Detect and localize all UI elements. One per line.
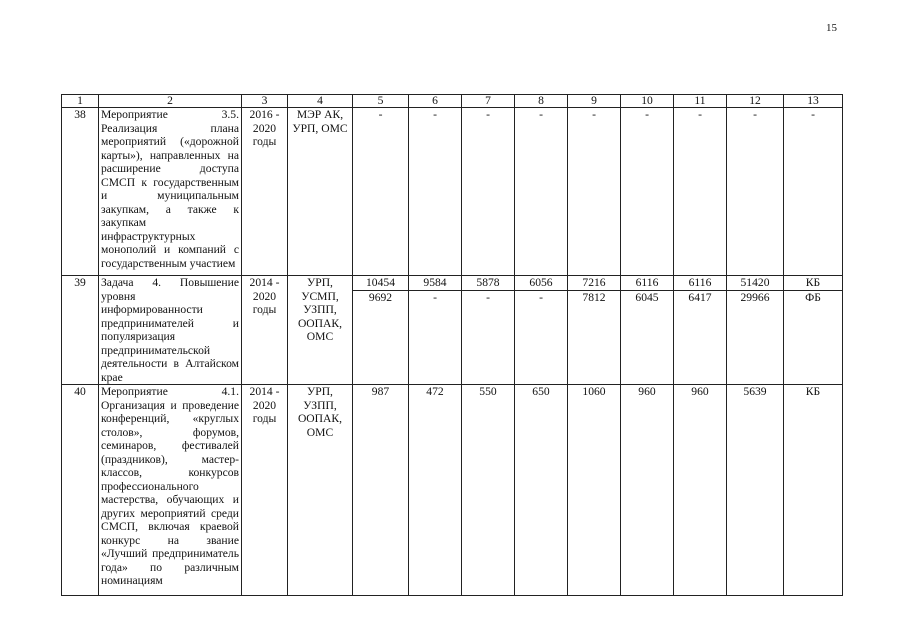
column-header: 2 bbox=[99, 95, 242, 108]
executors-cell: УРП, УЗПП, ООПАК, ОМС bbox=[288, 385, 353, 596]
value-fb: - bbox=[433, 291, 437, 304]
column-header: 11 bbox=[674, 95, 727, 108]
value-kb: 6116 bbox=[621, 276, 673, 291]
column-header: 7 bbox=[462, 95, 515, 108]
value-fb: 9692 bbox=[368, 291, 393, 304]
funding-source-cell: - bbox=[784, 108, 843, 276]
value-cell: 960 bbox=[674, 385, 727, 596]
executors-cell: УРП, УСМП, УЗПП, ООПАК, ОМС bbox=[288, 276, 353, 385]
value-cell bbox=[727, 276, 784, 385]
value-cell: - bbox=[621, 108, 674, 276]
funding-source-cell: КБ bbox=[784, 385, 843, 596]
source-kb: КБ bbox=[784, 276, 842, 291]
source-fb: ФБ bbox=[805, 291, 821, 304]
column-header: 12 bbox=[727, 95, 784, 108]
column-header: 8 bbox=[515, 95, 568, 108]
row-number: 38 bbox=[62, 108, 99, 276]
measure-description: Мероприятие 4.1. Организация и проведение конференций, «круглых столов», форумов, семинаров, фестивалей (праздников), мастер-классов, конкурсов профессионального мастерства, обучающих и других мероприятий среди СМСП, включая краевой конкурс на звание «Лучший предприниматель года» по различным номинациям bbox=[99, 385, 242, 596]
column-header: 9 bbox=[568, 95, 621, 108]
value-cell: - bbox=[674, 108, 727, 276]
value-cell: - bbox=[727, 108, 784, 276]
value-cell bbox=[353, 276, 409, 385]
task-description: Задача 4. Повышение уровня информированности предпринимателей и популяризация предпринимательской деятельности в Алтайском крае bbox=[99, 276, 242, 385]
page-number: 15 bbox=[826, 22, 837, 34]
value-cell bbox=[568, 276, 621, 385]
value-cell: - bbox=[353, 108, 409, 276]
column-header: 13 bbox=[784, 95, 843, 108]
value-cell: 1060 bbox=[568, 385, 621, 596]
value-fb: - bbox=[486, 291, 490, 304]
value-cell: 987 bbox=[353, 385, 409, 596]
value-cell: - bbox=[462, 108, 515, 276]
value-cell bbox=[409, 276, 462, 385]
value-cell: 960 bbox=[621, 385, 674, 596]
column-header: 6 bbox=[409, 95, 462, 108]
value-cell: - bbox=[515, 108, 568, 276]
period-cell: 2014 - 2020 годы bbox=[242, 276, 288, 385]
value-cell: 472 bbox=[409, 385, 462, 596]
value-fb: 29966 bbox=[740, 291, 770, 304]
table-row bbox=[62, 385, 843, 596]
value-kb: 10454 bbox=[353, 276, 408, 291]
value-fb: 6045 bbox=[635, 291, 659, 304]
value-cell bbox=[462, 276, 515, 385]
column-header: 4 bbox=[288, 95, 353, 108]
value-cell bbox=[515, 276, 568, 385]
value-kb: 6116 bbox=[674, 276, 726, 291]
value-cell: 5639 bbox=[727, 385, 784, 596]
value-cell bbox=[621, 276, 674, 385]
period-cell: 2014 - 2020 годы bbox=[242, 385, 288, 596]
value-fb: - bbox=[539, 291, 543, 304]
value-cell bbox=[674, 276, 727, 385]
value-kb: 6056 bbox=[515, 276, 567, 291]
value-cell: - bbox=[409, 108, 462, 276]
funding-source-cell bbox=[784, 276, 843, 385]
value-cell: 650 bbox=[515, 385, 568, 596]
value-fb: 7812 bbox=[582, 291, 606, 304]
column-header: 5 bbox=[353, 95, 409, 108]
value-kb: 9584 bbox=[409, 276, 461, 291]
executors-cell: МЭР АК, УРП, ОМС bbox=[288, 108, 353, 276]
row-number: 40 bbox=[62, 385, 99, 596]
table-row bbox=[62, 276, 843, 385]
value-cell: 550 bbox=[462, 385, 515, 596]
table-row bbox=[62, 108, 843, 276]
value-kb: 7216 bbox=[568, 276, 620, 291]
column-header: 3 bbox=[242, 95, 288, 108]
column-header: 1 bbox=[62, 95, 99, 108]
column-header: 10 bbox=[621, 95, 674, 108]
row-number: 39 bbox=[62, 276, 99, 385]
measure-description: Мероприятие 3.5. Реализация плана мероприятий («дорожной карты»), направленных на расширение доступа СМСП к государственным и муниципальным закупкам, а также к закупкам инфраструктурных монополий и компаний с государственным участием bbox=[99, 108, 242, 276]
value-kb: 5878 bbox=[462, 276, 514, 291]
program-table bbox=[61, 94, 843, 596]
column-number-row bbox=[62, 95, 843, 108]
value-kb: 51420 bbox=[727, 276, 783, 291]
value-fb: 6417 bbox=[688, 291, 712, 304]
period-cell: 2016 - 2020 годы bbox=[242, 108, 288, 276]
value-cell: - bbox=[568, 108, 621, 276]
